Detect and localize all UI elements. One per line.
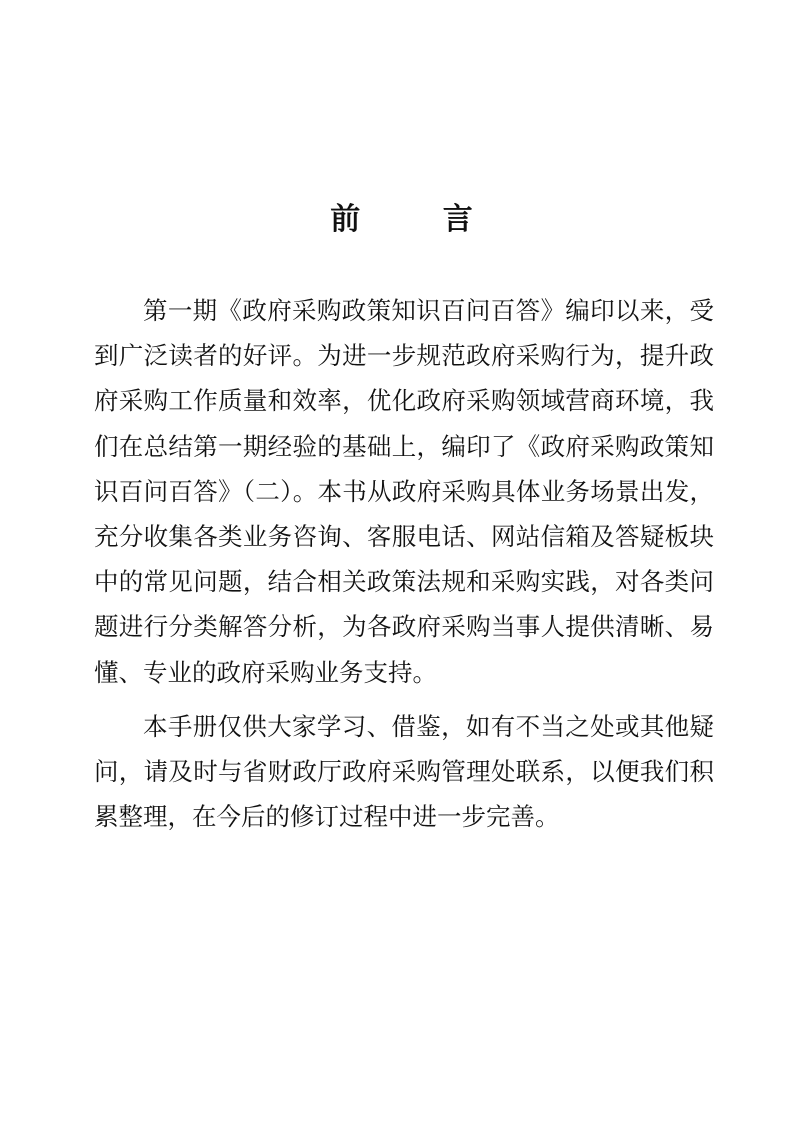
preface-body (94, 288, 714, 839)
page-title: 前 言 (330, 202, 509, 237)
paragraph-closing: 本手册仅供大家学习、借鉴，如有不当之处或其他疑问，请及时与省财政厅政府采购管理处联系，以便我们积累整理，在今后的修订过程中进一步完善。 (94, 711, 714, 832)
paragraph-intro: 第一期《政府采购政策知识百问百答》编印以来，受到广泛读者的好评。为进一步规范政府采购行为，提升政府采购工作质量和效率，优化政府采购领域营商环境，我们在总结第一期经验的基础上，编印了《政府采购政策知识百问百答》（二）。本书从政府采购具体业务场景出发，充分收集各类业务咨询、客服电话、网站信箱及答疑板块中的常见问题，结合相关政策法规和采购实践，对各类问题进行分类解答分析，为各政府采购当事人提供清晰、易懂、专业的政府采购业务支持。 (94, 296, 714, 687)
